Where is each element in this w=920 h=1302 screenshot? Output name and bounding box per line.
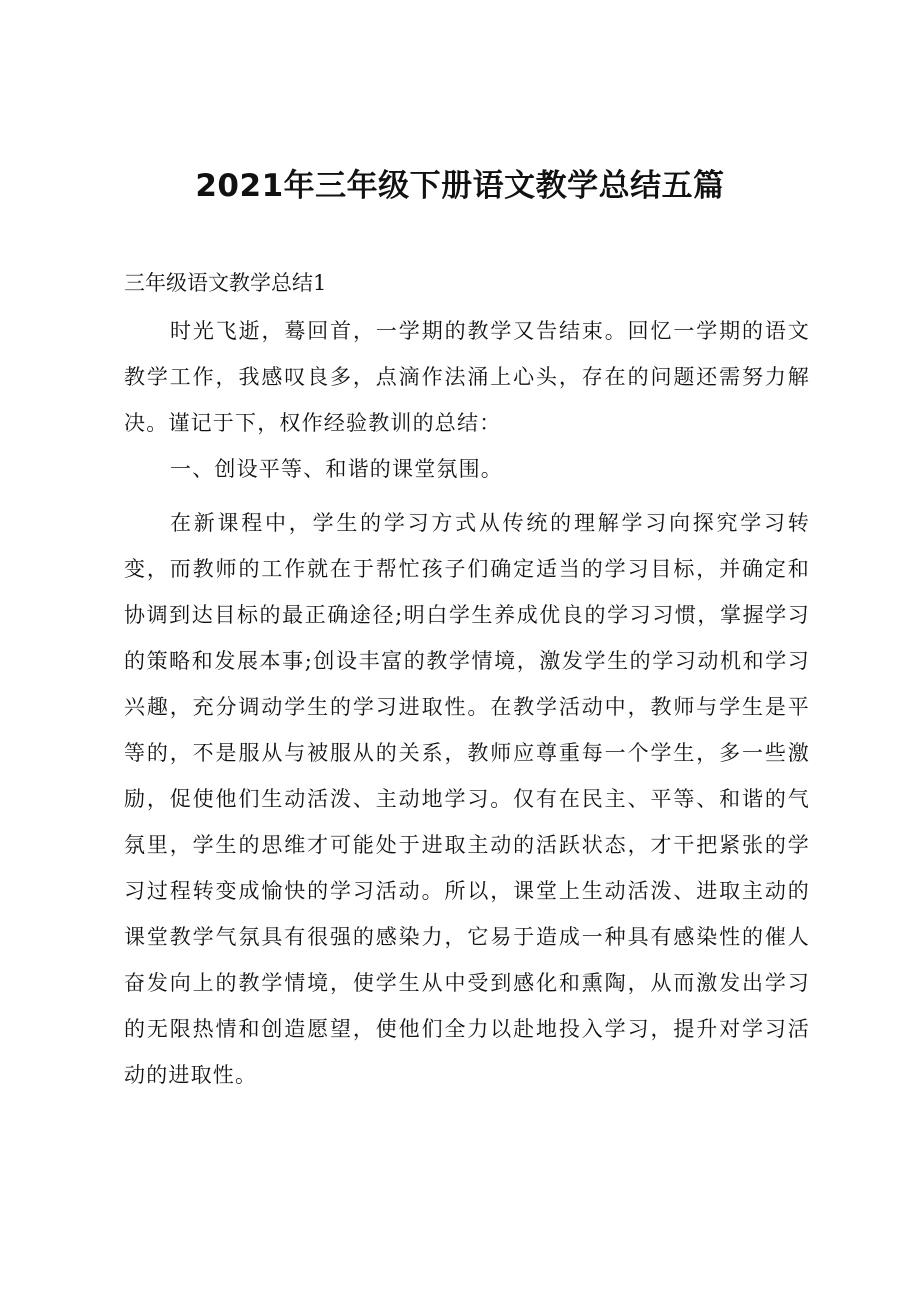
paragraph-subheading: 一、创设平等、和谐的课堂氛围。 [170,457,503,481]
section-heading: 三年级语文教学总结1 [124,271,327,295]
document-title: 2021年三年级下册语文教学总结五篇 [195,168,725,204]
paragraph-intro: 时光飞逝，蓦回首，一学期的教学又告结束。回忆一学期的语文教学工作，我感叹良多，点滴作法涌上心头，存在的问题还需努力解决。谨记于下，权作经验教训的总结： [124,319,810,435]
paragraph-body: 在新课程中，学生的学习方式从传统的理解学习向探究学习转变，而教师的工作就在于帮忙孩子们确定适当的学习目标，并确定和协调到达目标的最正确途径;明白学生养成优良的学习习惯，掌握学习的策略和发展本事;创设丰富的教学情境，激发学生的学习动机和学习兴趣，充分调动学生的学习进取性。在教学活动中，教师与学生是平等的，不是服从与被服从的关系，教师应尊重每一个学生，多一些激励，促使他们生动活泼、主动地学习。仅有在民主、平等、和谐的气氛里，学生的思维才可能处于进取主动的活跃状态，才干把紧张的学习过程转变成愉快的学习活动。所以，课堂上生动活泼、进取主动的课堂教学气氛具有很强的感染力，它易于造成一种具有感染性的催人奋发向上的教学情境，使学生从中受到感化和熏陶，从而激发出学习的无限热情和创造愿望，使他们全力以赴地投入学习，提升对学习活动的进取性。 [124,511,810,1087]
